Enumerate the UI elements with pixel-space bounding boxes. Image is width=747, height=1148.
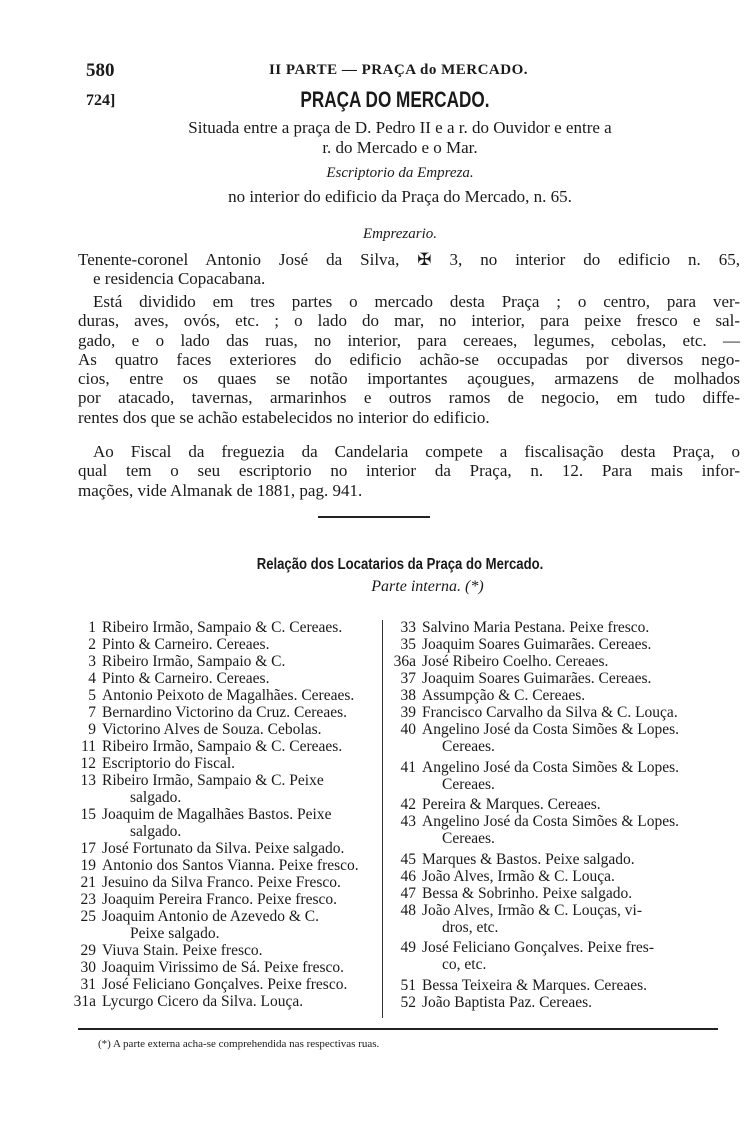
tenant-item <box>392 759 722 776</box>
tenant-text: Ribeiro Irmão, Sampaio & C. Peixe <box>102 772 324 789</box>
tenant-number: 11 <box>81 738 96 755</box>
tenant-text-continuation: dros, etc. <box>442 918 499 936</box>
tenant-number: 37 <box>400 670 416 687</box>
tenant-number: 4 <box>88 670 96 687</box>
tenant-text: Ribeiro Irmão, Sampaio & C. <box>102 653 286 670</box>
tenant-item <box>392 977 722 994</box>
tenant-text: Antonio dos Santos Vianna. Peixe fresco. <box>102 857 359 874</box>
location-line-2: r. do Mercado e o Mar. <box>322 138 478 157</box>
tenant-text: Joaquim Antonio de Azevedo & C. <box>102 908 319 925</box>
tenant-text: Ribeiro Irmão, Sampaio & C. Cereaes. <box>102 738 343 755</box>
tenant-text: Angelino José da Costa Simões & Lopes. <box>422 758 680 776</box>
tenant-text: Joaquim de Magalhães Bastos. Peixe <box>102 806 332 823</box>
tenant-text: Francisco Carvalho da Silva & C. Louça. <box>422 704 678 721</box>
tenant-number: 1 <box>88 619 96 636</box>
tenant-item <box>72 857 380 874</box>
tenant-number: 35 <box>400 636 416 653</box>
tenant-number: 46 <box>400 867 416 885</box>
tenant-item <box>392 902 722 919</box>
tenant-text: Joaquim Pereira Franco. Peixe fresco. <box>102 891 338 908</box>
tenant-item <box>72 755 380 772</box>
tenants-list-right <box>392 619 722 1011</box>
tenant-text: João Baptista Paz. Cereaes. <box>422 993 593 1011</box>
tenant-item <box>392 994 722 1011</box>
tenant-text-continuation: Cereaes. <box>442 738 495 755</box>
office-heading: Escriptorio da Empreza. <box>326 165 474 181</box>
tenant-number: 43 <box>400 813 416 831</box>
tenant-number: 7 <box>88 704 96 721</box>
tenant-text-continuation: Cereaes. <box>442 830 495 848</box>
tenant-text: José Feliciano Gonçalves. Peixe fresco. <box>102 976 348 993</box>
tenants-heading: Relação dos Locatarios da Praça do Mercado. <box>256 556 544 573</box>
tenant-number: 31 <box>80 976 96 993</box>
tenant-number: 15 <box>80 806 96 823</box>
manager-line-2: e residencia Copacabana. <box>93 269 266 289</box>
manager-line-1: Tenente-coronel Antonio José da Silva, ✠ 3, no interior do edificio n. 65, <box>78 250 740 269</box>
tenant-number: 12 <box>80 755 96 772</box>
tenant-text: Joaquim Virissimo de Sá. Peixe fresco. <box>102 959 345 976</box>
tenant-number: 31a <box>73 993 96 1010</box>
tenant-number: 49 <box>400 939 416 957</box>
tenant-number: 33 <box>400 619 416 636</box>
paragraph-line: por atacado, tavernas, armarinhos e outros ramos de negocio, em tudo diffe- <box>78 388 740 408</box>
tenant-item <box>72 874 380 891</box>
entry-title: PRAÇA DO MERCADO. <box>300 87 490 112</box>
tenant-item <box>72 670 380 687</box>
tenant-number: 21 <box>80 874 96 891</box>
tenant-number: 13 <box>80 772 96 789</box>
tenant-item <box>72 891 380 908</box>
manager-heading: Emprezario. <box>362 226 438 242</box>
section-divider-rule <box>318 516 430 518</box>
location-line-1: Situada entre a praça de D. Pedro II e a r. do Ouvidor e entre a <box>188 118 612 137</box>
tenant-item <box>72 687 380 704</box>
tenant-item <box>72 959 380 976</box>
description-paragraph <box>78 292 740 427</box>
tenant-item <box>72 806 380 823</box>
tenants-subheading: Parte interna. (*) <box>371 578 484 595</box>
tenant-number: 42 <box>400 796 416 814</box>
tenant-text: Bessa Teixeira & Marques. Cereaes. <box>422 976 648 994</box>
paragraph-line: mações, vide Almanak de 1881, pag. 941. <box>78 480 363 500</box>
column-divider <box>382 620 383 1018</box>
paragraph-line: As quatro faces exteriores do edificio achão-se occupadas por diversos nego- <box>78 349 740 369</box>
tenant-text-continuation: salgado. <box>130 823 182 840</box>
tenant-text: Marques & Bastos. Peixe salgado. <box>422 850 635 868</box>
tenant-number: 29 <box>80 942 96 959</box>
tenant-text: Jesuino da Silva Franco. Peixe Fresco. <box>102 874 341 891</box>
tenant-number: 25 <box>80 908 96 925</box>
tenant-number: 41 <box>400 758 416 776</box>
paragraph-line: Ao Fiscal da freguezia da Candelaria compete a fiscalisação desta Praça, o <box>93 442 740 461</box>
paragraph-line: Está dividido em tres partes o mercado desta Praça ; o centro, para ver- <box>93 292 740 311</box>
tenant-number: 9 <box>88 721 96 738</box>
fiscal-paragraph <box>78 442 740 500</box>
tenant-text: Victorino Alves de Souza. Cebolas. <box>102 721 322 738</box>
tenant-text: Angelino José da Costa Simões & Lopes. <box>422 721 680 738</box>
tenant-text: Antonio Peixoto de Magalhães. Cereaes. <box>102 687 355 704</box>
manager-block <box>78 250 740 289</box>
tenant-text: João Alves, Irmão & C. Louças, vi- <box>422 901 642 919</box>
tenants-list-left <box>72 619 380 1010</box>
tenant-item <box>72 840 380 857</box>
page-number: 580 <box>86 60 115 81</box>
tenant-text: Viuva Stain. Peixe fresco. <box>102 942 263 959</box>
tenant-number: 48 <box>400 901 416 919</box>
tenant-text: Escriptorio do Fiscal. <box>102 755 236 772</box>
tenant-number: 17 <box>80 840 96 857</box>
tenant-text: João Alves, Irmão & C. Louça. <box>422 867 615 885</box>
tenant-item <box>72 993 380 1010</box>
tenant-item <box>72 636 380 653</box>
tenant-text: Ribeiro Irmão, Sampaio & C. Cereaes. <box>102 619 343 636</box>
tenant-text: Joaquim Soares Guimarães. Cereaes. <box>422 636 652 653</box>
office-address: no interior do edificio da Praça do Mercado, n. 65. <box>228 187 572 206</box>
tenant-text: Assumpção & C. Cereaes. <box>422 687 586 704</box>
tenant-number: 2 <box>88 636 96 653</box>
tenant-number: 40 <box>400 721 416 738</box>
tenant-text-continuation: salgado. <box>130 789 182 806</box>
running-title: II PARTE — PRAÇA do MERCADO. <box>268 62 529 78</box>
tenant-item <box>72 976 380 993</box>
tenant-number: 51 <box>400 976 416 994</box>
tenant-text-continuation: Peixe salgado. <box>130 925 220 942</box>
tenant-number: 5 <box>88 687 96 704</box>
tenant-text-continuation: co, etc. <box>442 956 487 974</box>
tenant-item <box>72 653 380 670</box>
tenant-text: Pinto & Carneiro. Cereaes. <box>102 636 270 653</box>
tenant-item <box>72 738 380 755</box>
tenant-item <box>72 942 380 959</box>
tenant-text: Bessa & Sobrinho. Peixe salgado. <box>422 884 633 902</box>
tenant-number: 23 <box>80 891 96 908</box>
tenant-text: Pereira & Marques. Cereaes. <box>422 796 601 814</box>
tenant-number: 3 <box>88 653 96 670</box>
tenant-number: 39 <box>400 704 416 721</box>
tenant-item <box>392 704 722 721</box>
tenant-item <box>392 721 722 738</box>
tenant-item <box>392 796 722 813</box>
paragraph-line: cios, entre os quaes se notão importantes açougues, armazens de molhados <box>78 369 740 389</box>
tenant-item <box>392 939 722 956</box>
tenant-item <box>72 908 380 925</box>
tenant-item <box>392 670 722 687</box>
tenant-item <box>72 619 380 636</box>
tenant-item <box>72 721 380 738</box>
tenant-number: 30 <box>80 959 96 976</box>
tenant-item <box>392 851 722 868</box>
tenant-item <box>392 885 722 902</box>
tenant-item <box>392 636 722 653</box>
tenant-text: José Feliciano Gonçalves. Peixe fres- <box>422 939 655 957</box>
tenant-text-continuation: Cereaes. <box>442 775 495 793</box>
tenant-number: 52 <box>400 993 416 1011</box>
paragraph-line: gado, e o lado das ruas, no interior, para cereaes, legumes, cebolas, etc. — <box>78 330 740 350</box>
tenant-number: 38 <box>400 687 416 704</box>
tenant-item <box>392 619 722 636</box>
entry-reference-number: 724] <box>86 92 116 109</box>
tenant-item <box>72 704 380 721</box>
tenant-text: Pinto & Carneiro. Cereaes. <box>102 670 270 687</box>
tenant-item <box>392 687 722 704</box>
tenant-item <box>392 868 722 885</box>
tenant-item <box>72 772 380 789</box>
tenant-number: 47 <box>400 884 416 902</box>
tenant-number: 45 <box>400 850 416 868</box>
tenant-text: Bernardino Victorino da Cruz. Cereaes. <box>102 704 347 721</box>
tenant-number: 36a <box>393 653 416 670</box>
tenant-text: Lycurgo Cicero da Silva. Louça. <box>102 993 304 1010</box>
tenant-text: José Fortunato da Silva. Peixe salgado. <box>102 840 345 857</box>
footnote-rule <box>78 1028 718 1030</box>
tenant-item <box>392 653 722 670</box>
paragraph-line: qual tem o seu escriptorio no interior da Praça, n. 12. Para mais infor- <box>78 461 740 481</box>
paragraph-line: rentes dos que se achão estabelecidos no interior do edificio. <box>78 407 490 427</box>
tenant-number: 19 <box>80 857 96 874</box>
tenant-text: Salvino Maria Pestana. Peixe fresco. <box>422 619 650 636</box>
tenant-text: Angelino José da Costa Simões & Lopes. <box>422 813 680 831</box>
tenant-text: José Ribeiro Coelho. Cereaes. <box>422 653 609 670</box>
tenant-item <box>392 813 722 830</box>
footnote: (*) A parte externa acha-se comprehendida nas respectivas ruas. <box>98 1038 380 1050</box>
paragraph-line: duras, aves, ovós, etc. ; o lado do mar, no interior, para peixe fresco e sal- <box>78 311 740 331</box>
tenant-text: Joaquim Soares Guimarães. Cereaes. <box>422 670 652 687</box>
